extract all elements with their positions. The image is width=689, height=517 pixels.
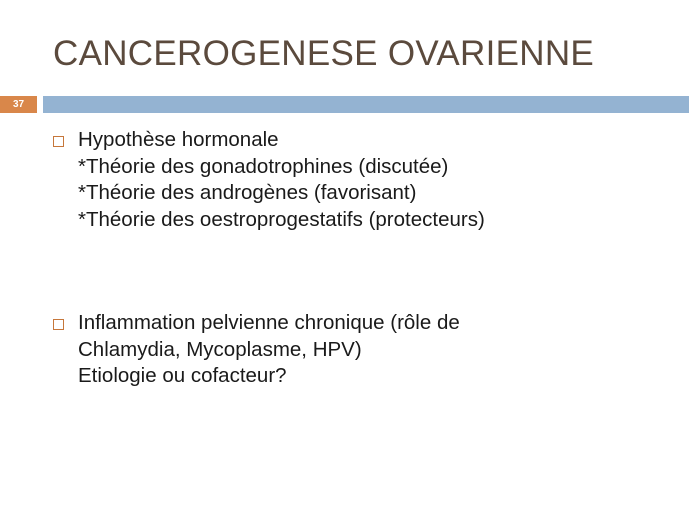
bullet-item-hormonal — [53, 127, 485, 233]
bullet-line: *Théorie des gonadotrophines (discutée) — [78, 154, 449, 178]
square-bullet-icon — [53, 319, 64, 330]
bullet-line: Etiologie ou cofacteur? — [78, 364, 287, 387]
slide-number-badge: 37 — [0, 96, 37, 113]
bullet-line: Chlamydia, Mycoplasme, HPV) — [78, 337, 362, 361]
bullet-item-inflammation — [53, 310, 460, 390]
bullet-text — [78, 127, 485, 233]
bullet-text — [78, 310, 460, 390]
bullet-line: *Théorie des oestroprogestatifs (protecteurs) — [78, 207, 485, 231]
bullet-line: *Théorie des androgènes (favorisant) — [78, 181, 417, 204]
bullet-line: Inflammation pelvienne chronique (rôle de — [78, 311, 460, 334]
title-underline-bar — [43, 96, 689, 113]
bullet-line: Hypothèse hormonale — [78, 128, 279, 151]
square-bullet-icon — [53, 136, 64, 147]
slide-title: CANCEROGENESE OVARIENNE — [53, 34, 595, 73]
